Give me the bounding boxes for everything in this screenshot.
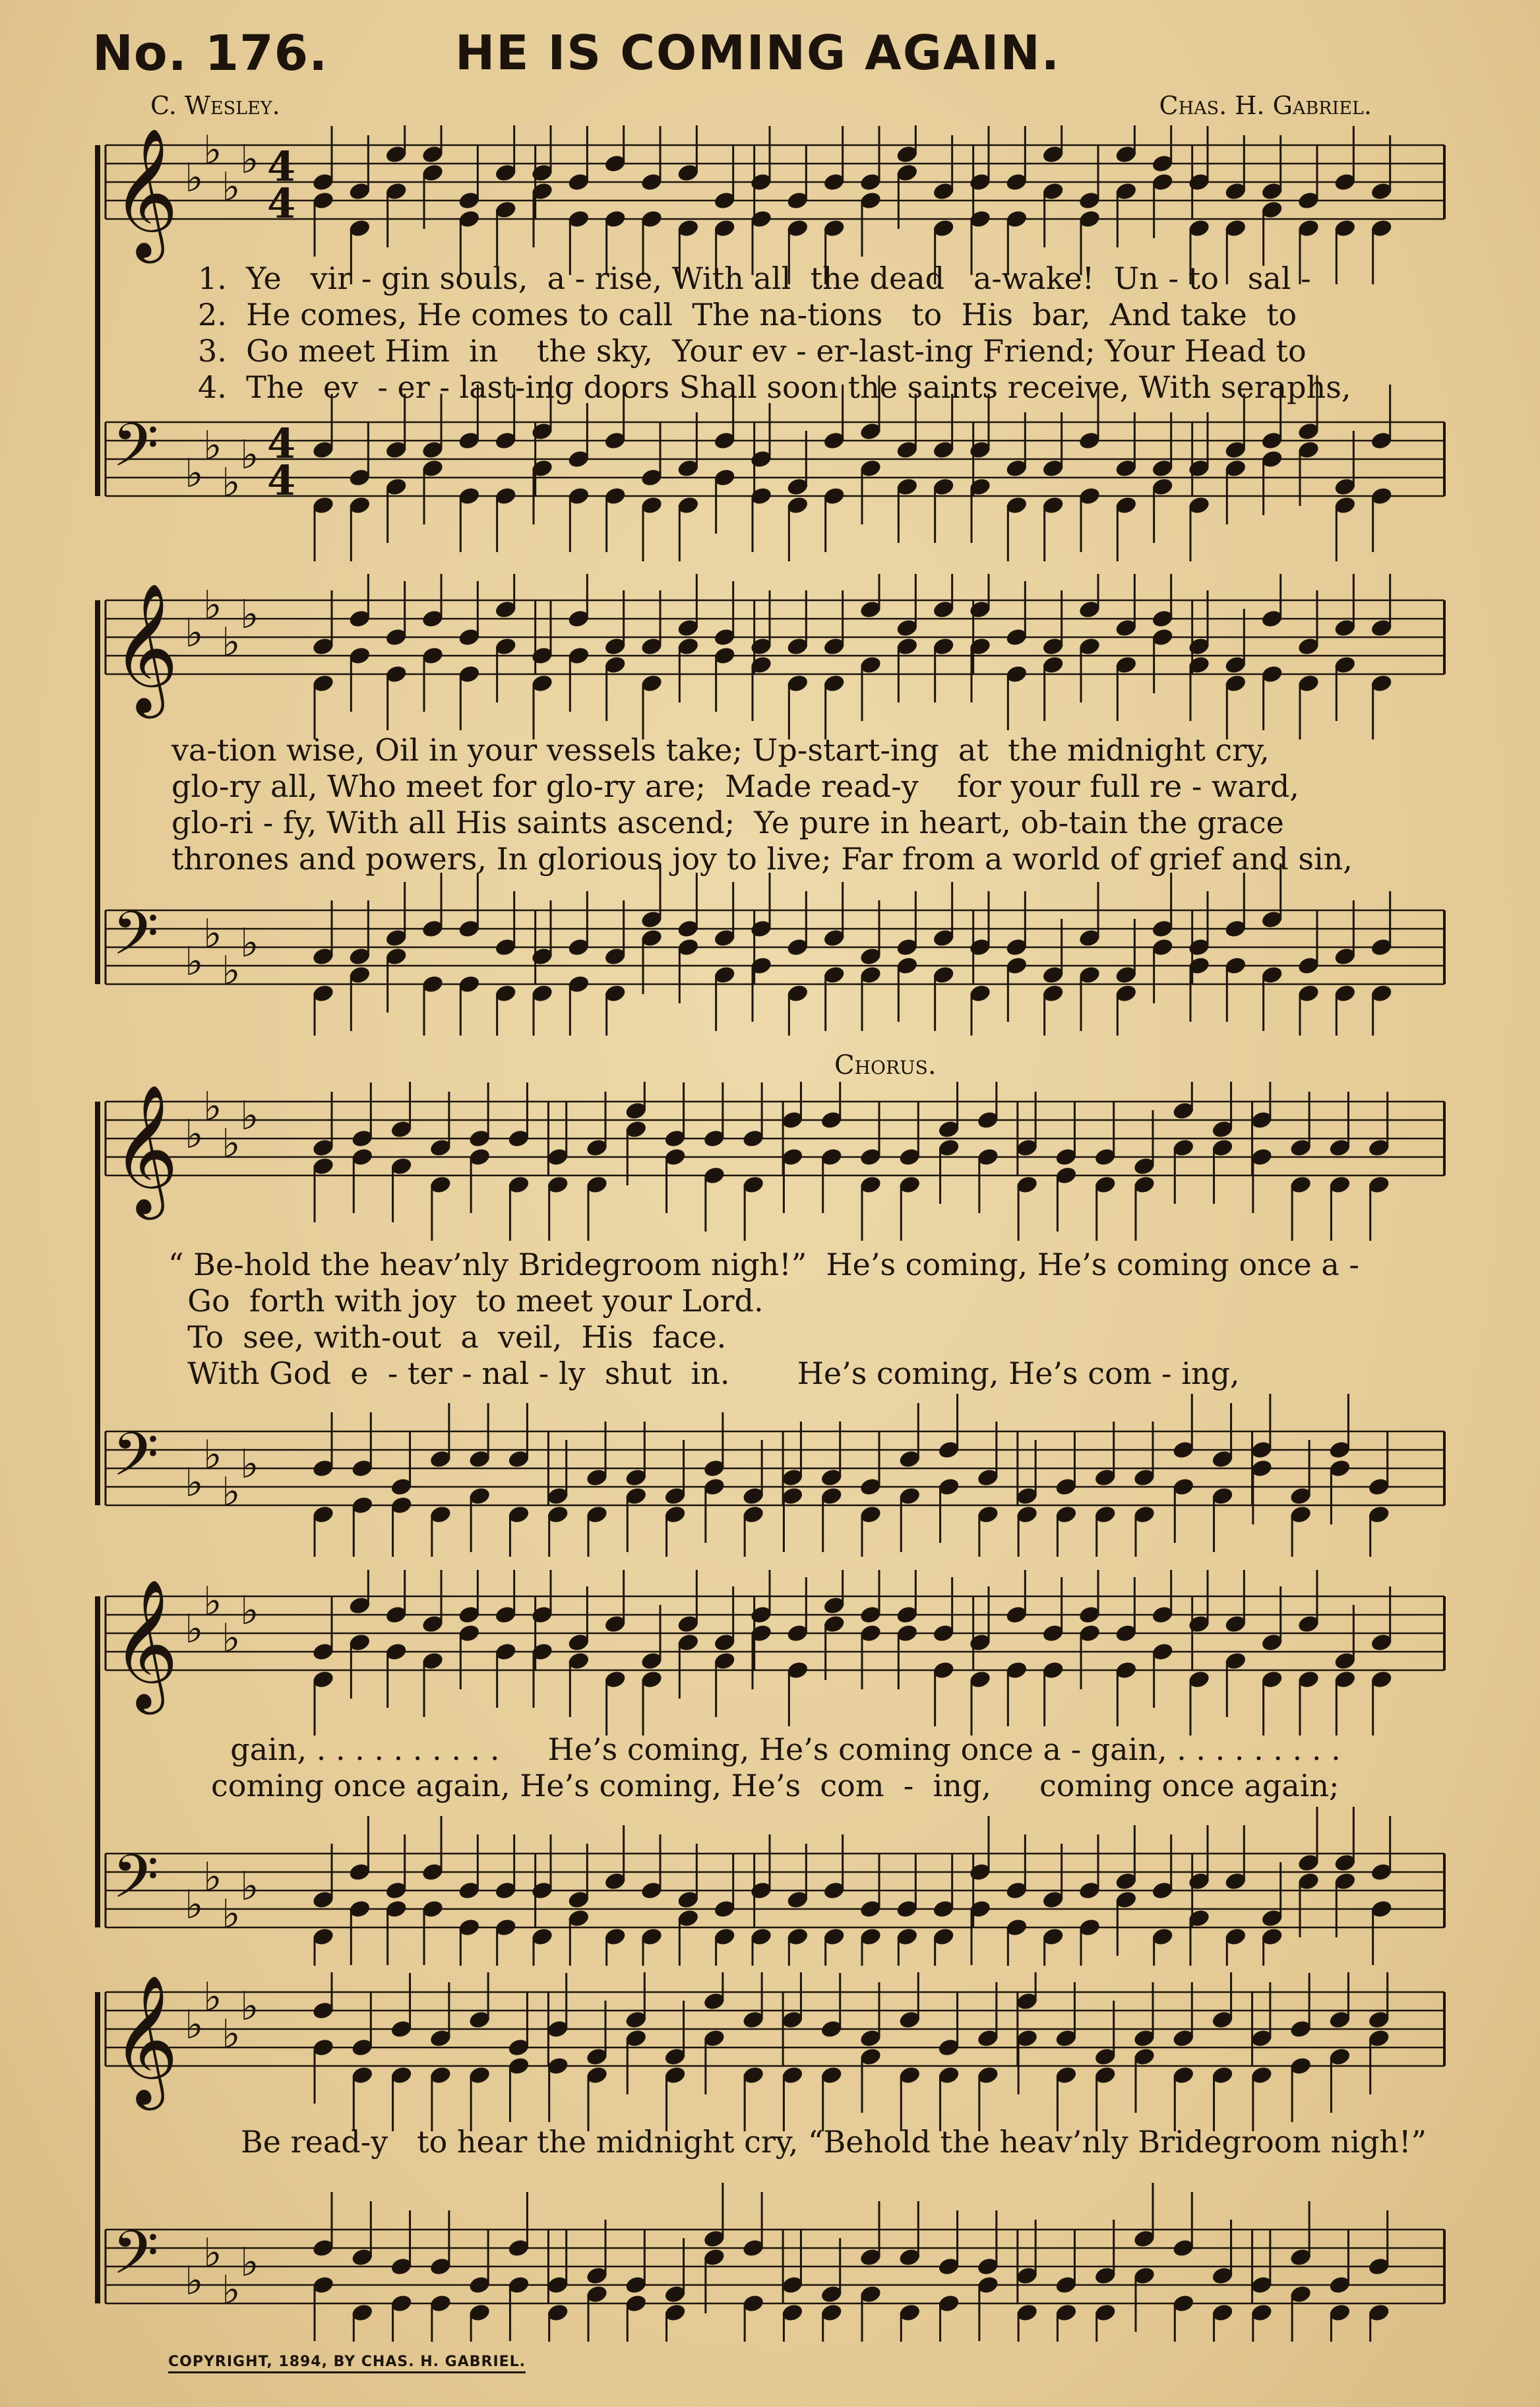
flat-icon: ♭ [240, 1093, 259, 1139]
treble-clef-icon: 𝄞 [112, 1974, 179, 2105]
flat-icon: ♭ [185, 1606, 204, 1652]
lyrics-system-1 [198, 261, 1464, 406]
bass-clef-icon: 𝄢 [112, 1420, 159, 1504]
flat-icon: ♭ [185, 1882, 204, 1928]
lyric-line: Be read-y to hear the midnight cry, “Behold the heav’nly Bridegroom nigh!” [241, 2124, 1427, 2160]
treble-staff [106, 1082, 1444, 1241]
treble-clef-icon: 𝄞 [112, 1084, 179, 1214]
chorus-label: Chorus. [834, 1050, 937, 1080]
flat-icon: ♭ [240, 1863, 259, 1910]
flat-icon: ♭ [240, 432, 259, 478]
bass-clef-icon: 𝄢 [112, 410, 159, 495]
flat-icon: ♭ [203, 582, 222, 629]
flat-icon: ♭ [222, 164, 241, 210]
lyric-line: gain, . . . . . . . . . . He’s coming, He’s coming once a - gain, . . . . . . . . . [211, 1732, 1341, 1767]
flat-icon: ♭ [222, 1121, 241, 1167]
flat-icon: ♭ [203, 1854, 222, 1900]
treble-staff [106, 574, 1444, 739]
flat-icon: ♭ [185, 610, 204, 656]
flat-icon: ♭ [240, 920, 259, 966]
flat-icon: ♭ [185, 1460, 204, 1506]
lyric-line: With God e - ter - nal - ly shut in. He’s coming, He’s com - ing, [168, 1356, 1240, 1391]
bass-staff [106, 1807, 1444, 1966]
flat-icon: ♭ [240, 1441, 259, 1487]
lyric-line: To see, with-out a veil, His face. [168, 1319, 727, 1355]
time-signature: 4 [267, 456, 296, 505]
flat-icon: ♭ [222, 948, 241, 994]
flat-icon: ♭ [222, 1891, 241, 1937]
flat-icon: ♭ [240, 592, 259, 638]
time-signature: 4 [267, 179, 296, 228]
lyric-line: coming once again, He’s coming, He’s com - ing, coming once again; [211, 1768, 1340, 1803]
lyric-line: thrones and powers, In glorious joy to live; Far from a world of grief and sin, [171, 841, 1353, 877]
treble-staff [106, 1570, 1444, 1735]
bass-staff [106, 2183, 1444, 2342]
flat-icon: ♭ [203, 423, 222, 469]
flat-icon: ♭ [185, 2002, 204, 2048]
flat-icon: ♭ [185, 1111, 204, 1158]
lyrics-system-3 [168, 1247, 1434, 1392]
flat-icon: ♭ [240, 2239, 259, 2286]
flat-icon: ♭ [185, 155, 204, 201]
bass-staff [106, 863, 1444, 1036]
flat-icon: ♭ [240, 137, 259, 183]
flat-icon: ♭ [222, 2011, 241, 2057]
lyric-line: 3. Go meet Him in the sky, Your ev - er-last-ing Friend; Your Head to [198, 333, 1307, 369]
flat-icon: ♭ [203, 1974, 222, 2020]
flat-icon: ♭ [222, 2267, 241, 2313]
lyric-line: 1. Ye vir - gin souls, a - rise, With all the dead a-wake! Un - to sal - [198, 261, 1311, 296]
hymn-title: HE IS COMING AGAIN. [455, 25, 1061, 80]
copyright-notice: COPYRIGHT, 1894, BY CHAS. H. GABRIEL. [168, 2354, 526, 2373]
lyric-line: “ Be-hold the heav’nly Bridegroom nigh!” He’s coming, He’s coming once a - [168, 1247, 1359, 1282]
treble-clef-icon: 𝄞 [112, 1579, 179, 1709]
flat-icon: ♭ [203, 1084, 222, 1130]
lyric-line: 4. The ev - er - last-ing doors Shall soon the saints receive, With seraphs, [198, 369, 1351, 405]
time-signature: 4 [267, 420, 296, 468]
flat-icon: ♭ [240, 1588, 259, 1634]
lyric-line: glo-ri - fy, With all His saints ascend; Ye pure in heart, ob-tain the grace [171, 805, 1284, 840]
flat-icon: ♭ [203, 127, 222, 173]
lyric-line: va-tion wise, Oil in your vessels take; Up-start-ing at the midnight cry, [171, 732, 1270, 768]
flat-icon: ♭ [203, 1579, 222, 1625]
bass-staff [106, 1394, 1444, 1557]
flat-icon: ♭ [222, 1469, 241, 1515]
time-signature: 4 [267, 142, 296, 191]
bass-clef-icon: 𝄢 [112, 898, 159, 983]
treble-staff [106, 1972, 1444, 2131]
flat-icon: ♭ [185, 451, 204, 497]
lyrics-system-4 [211, 1732, 1477, 1804]
treble-clef-icon: 𝄞 [112, 127, 179, 258]
lyric-line: glo-ry all, Who meet for glo-ry are; Made read-y for your full re - ward, [171, 768, 1299, 804]
lyrics-system-5 [241, 2124, 1507, 2160]
lyricist-credit: C. Wesley. [150, 91, 280, 120]
flat-icon: ♭ [203, 1432, 222, 1478]
flat-icon: ♭ [185, 939, 204, 985]
lyric-line: 2. He comes, He comes to call The na-tions to His bar, And take to [198, 297, 1297, 332]
hymn-number: No. 176. [92, 25, 328, 82]
flat-icon: ♭ [222, 460, 241, 506]
flat-icon: ♭ [203, 2230, 222, 2276]
flat-icon: ♭ [203, 911, 222, 957]
composer-credit: Chas. H. Gabriel. [1159, 91, 1372, 120]
bass-clef-icon: 𝄢 [112, 1842, 159, 1926]
lyrics-system-2 [171, 732, 1438, 877]
lyric-line: Go forth with joy to meet your Lord. [168, 1283, 764, 1319]
flat-icon: ♭ [185, 2258, 204, 2304]
flat-icon: ♭ [240, 1984, 259, 2030]
flat-icon: ♭ [222, 1615, 241, 1662]
flat-icon: ♭ [222, 619, 241, 666]
treble-clef-icon: 𝄞 [112, 582, 179, 713]
bass-clef-icon: 𝄢 [112, 2218, 159, 2302]
